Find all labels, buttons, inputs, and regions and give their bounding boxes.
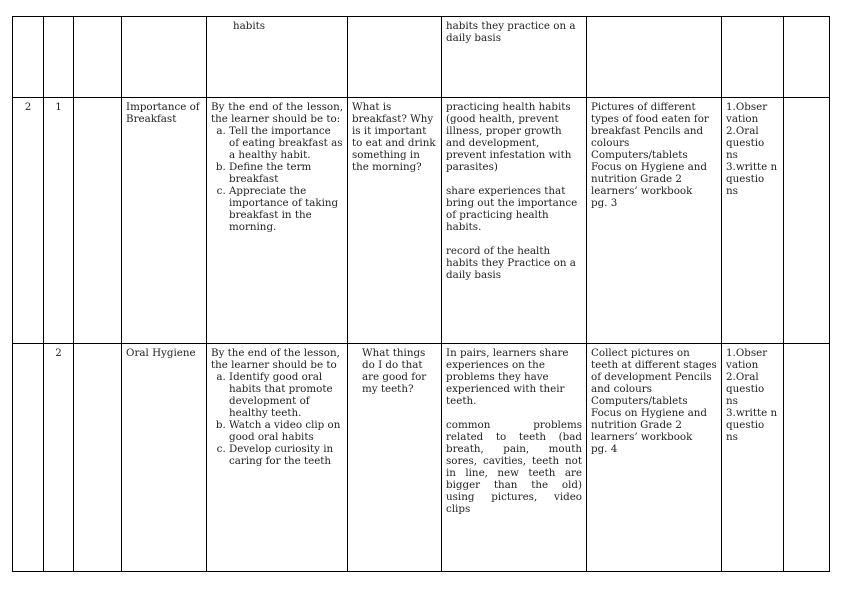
experiences-cell (442, 98, 587, 344)
outcome-item: a. Identify good oral habits that promote development of healthy teeth. (229, 371, 343, 419)
outcomes-cell (207, 98, 348, 344)
assessment-cell (722, 17, 784, 98)
remarks-cell (784, 98, 830, 344)
table-row (13, 17, 830, 98)
experience-text: common problems related to teeth (bad breath, pain, mouth sores, cavities, teeth not in line, new teeth are bigger than the old) using pictures, video clips (446, 419, 582, 515)
question-cell (348, 17, 442, 98)
remarks-cell (784, 344, 830, 572)
experiences-cell (442, 344, 587, 572)
remarks-cell (784, 17, 830, 98)
outcome-item: a. Tell the importance of eating breakfast as a healthy habit. (229, 125, 343, 161)
resources-page: pg. 3 (591, 197, 618, 209)
assessment-item: 3.writte n questio ns (726, 407, 778, 443)
strand-cell (74, 17, 122, 98)
outcome-item: c. Develop curiosity in caring for the teeth (229, 443, 343, 467)
outcomes-cell (207, 344, 348, 572)
sub-strand-cell: Oral Hygiene (122, 344, 207, 572)
resources-cell (587, 98, 722, 344)
resources-page: pg. 4 (591, 443, 618, 455)
outcome-item: c. Appreciate the importance of taking breakfast in the morning. (229, 185, 343, 233)
resources-text: Collect pictures on teeth at different stages of development Pencils and colours Computers/tablets Focus on Hygiene and nutrition Grade 2 learners’ workbook (591, 347, 717, 443)
assessment-item: 2.Oral questio ns (726, 125, 765, 161)
outcome-item: b. Watch a video clip on good oral habits (229, 419, 343, 443)
experience-text: share experiences that bring out the importance of practicing health habits. (446, 185, 578, 233)
resources-cell (587, 17, 722, 98)
table-row (13, 98, 830, 344)
assessment-cell (722, 344, 784, 572)
scheme-of-work-table (12, 16, 830, 572)
lesson-cell: 2 (44, 344, 74, 572)
question-cell: What things do I do that are good for my teeth? (348, 344, 442, 572)
resources-text: Pictures of different types of food eaten for breakfast Pencils and colours Computers/tablets Focus on Hygiene and nutrition Grade 2 learners’ workbook (591, 101, 709, 197)
outcomes-text: habits (233, 20, 266, 32)
assessment-item: 3.writte n questio ns (726, 161, 778, 197)
assessment-item: 1.Obser vation (726, 101, 768, 125)
sub-strand-cell (122, 17, 207, 98)
week-cell (13, 17, 44, 98)
week-cell: 2 (13, 98, 44, 344)
outcome-item: b. Define the term breakfast (229, 161, 343, 185)
week-cell (13, 344, 44, 572)
lesson-cell: 1 (44, 98, 74, 344)
experience-text: habits they practice on a daily basis (446, 20, 576, 44)
outcomes-intro: By the end of the lesson, the learner should be to (211, 347, 340, 371)
experience-text: In pairs, learners share experiences on the problems they have experienced with their teeth. (446, 347, 569, 407)
assessment-item: 1.Obser vation (726, 347, 768, 371)
table-row (13, 344, 830, 572)
experience-text: record of the health habits they Practice on a daily basis (446, 245, 576, 281)
strand-cell (74, 98, 122, 344)
lesson-cell (44, 17, 74, 98)
outcomes-intro: By the end of the lesson, the learner should be to: (211, 101, 343, 125)
sub-strand-cell: Importance of Breakfast (122, 98, 207, 344)
strand-cell (74, 344, 122, 572)
assessment-cell (722, 98, 784, 344)
outcomes-cell (207, 17, 348, 98)
resources-cell (587, 344, 722, 572)
experience-text: practicing health habits (good health, prevent illness, proper growth and development, prevent infestation with parasites) (446, 101, 572, 173)
assessment-item: 2.Oral questio ns (726, 371, 765, 407)
experiences-cell (442, 17, 587, 98)
question-cell: What is breakfast? Why is it important to eat and drink something in the morning? (348, 98, 442, 344)
